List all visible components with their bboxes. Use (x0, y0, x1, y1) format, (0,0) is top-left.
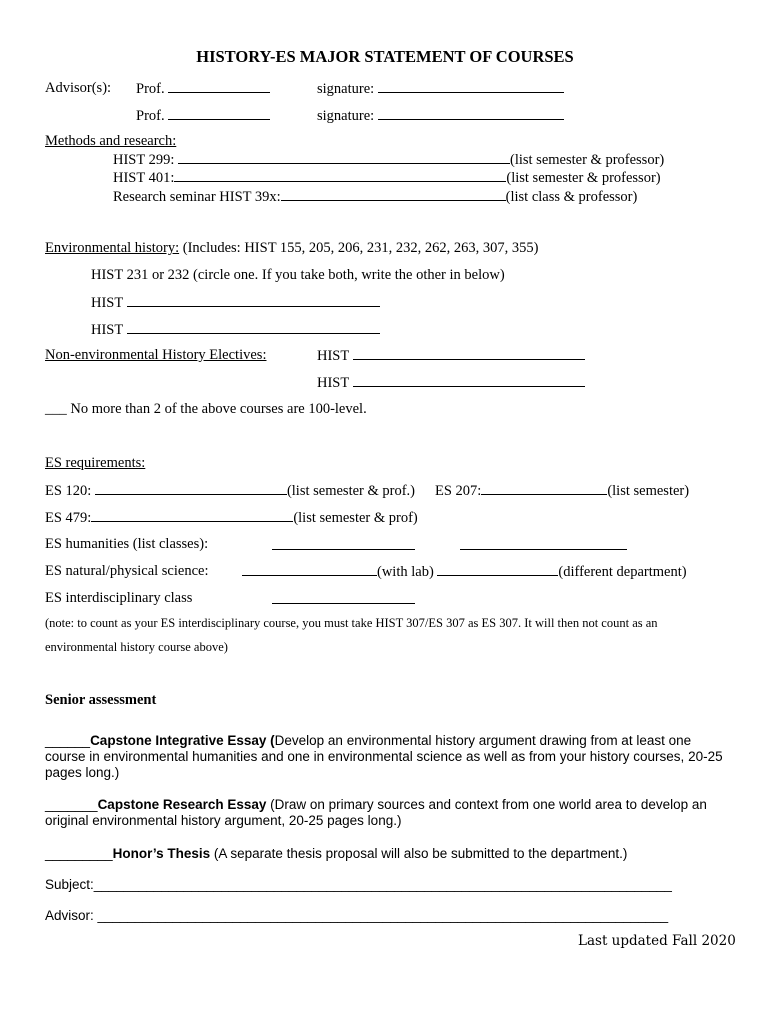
research-essay-blank[interactable]: _______ (45, 797, 98, 812)
non-env-hist-field-2[interactable] (353, 374, 585, 387)
capstone-essay-paragraph (45, 733, 735, 782)
es479-label: ES 479: (45, 510, 92, 526)
level-note: ___ No more than 2 of the above courses are 100-level. (45, 401, 367, 417)
advisor-1-signature-field[interactable] (378, 80, 564, 93)
es207-row (435, 482, 689, 500)
advisor-2-signature-label: signature: (317, 108, 375, 124)
thesis-desc: (A separate thesis proposal will also be submitted to the department.) (210, 846, 628, 861)
env-history-row (45, 240, 539, 257)
research-essay-title: Capstone Research Essay (97, 797, 267, 812)
hist401-field[interactable] (174, 169, 506, 182)
env-history-includes: (Includes: HIST 155, 205, 206, 231, 232, 262, 263, 307, 355) (182, 240, 539, 256)
thesis-blank[interactable]: _________ (45, 846, 113, 861)
es-interdisciplinary-label: ES interdisciplinary class (45, 590, 193, 606)
hist401-note: (list semester & professor) (506, 170, 661, 186)
es120-label: ES 120: (45, 483, 92, 499)
env-history-hist-row-2 (91, 321, 380, 339)
es120-note: (list semester & prof.) (286, 483, 416, 499)
es207-label: ES 207: (435, 483, 482, 499)
env-history-circle-line: HIST 231 or 232 (circle one. If you take both, write the other in below) (91, 267, 505, 283)
research-essay-paragraph (45, 797, 735, 829)
advisor-2-signature-row (317, 107, 564, 125)
advisor-1-prof-label: Prof. (136, 81, 165, 97)
es479-row (45, 509, 418, 527)
es-interdisciplinary-field[interactable] (272, 591, 415, 604)
methods-heading: Methods and research: (45, 133, 177, 149)
es-natural-label: ES natural/physical science: (45, 563, 209, 579)
env-history-hist-label-1: HIST (91, 295, 123, 311)
advisor-2-row (136, 107, 270, 125)
capstone-essay-blank[interactable]: ______ (45, 733, 91, 748)
non-env-hist-field-1[interactable] (353, 347, 585, 360)
es-natural-diff-dept: (different department) (558, 564, 687, 580)
seminar-note: (list class & professor) (505, 189, 638, 205)
hist401-row (113, 169, 661, 187)
thesis-paragraph (45, 846, 735, 862)
advisor-line[interactable]: Advisor: ____________________________________________________________________________ (45, 908, 669, 923)
hist299-row (113, 151, 664, 169)
env-history-heading: Environmental history: (45, 240, 180, 256)
es-note-line-1: (note: to count as your ES interdisciplinary course, you must take HIST 307/ES 307 as ES 307. It will then not count as an (45, 616, 658, 630)
seminar-label: Research seminar HIST 39x: (113, 189, 281, 205)
es-heading: ES requirements: (45, 455, 146, 471)
es120-field[interactable] (95, 482, 287, 495)
env-history-hist-field-2[interactable] (127, 321, 380, 334)
advisor-1-signature-row (317, 80, 564, 98)
last-updated: Last updated Fall 2020 (578, 933, 736, 949)
advisor-2-signature-field[interactable] (378, 107, 564, 120)
es479-field[interactable] (91, 509, 293, 522)
es-natural-dept-field[interactable] (437, 563, 558, 576)
capstone-essay-title: Capstone Integrative Essay ( (90, 733, 275, 748)
research-essay-desc: (Draw on primary sources and context from one world area to develop an original environmental history argument, 20-25 pages long.) (45, 797, 707, 829)
hist299-note: (list semester & professor) (510, 152, 665, 168)
non-env-hist-row-2 (317, 374, 585, 392)
non-env-heading: Non-environmental History Electives: (45, 347, 267, 363)
hist299-label: HIST 299: (113, 152, 175, 168)
capstone-essay-desc: Develop an environmental history argument drawing from at least one course in environmental humanities and one in environmental science as well as from your history courses, 20-25 pages long.) (45, 733, 723, 781)
seminar-field[interactable] (281, 188, 506, 201)
es-natural-with-lab: (with lab) (377, 564, 434, 580)
non-env-hist-label-2: HIST (317, 375, 349, 391)
page-title: HISTORY-ES MAJOR STATEMENT OF COURSES (196, 47, 574, 66)
es207-field[interactable] (481, 482, 607, 495)
es-humanities-field-2[interactable] (460, 537, 627, 550)
advisor-2-prof-label: Prof. (136, 108, 165, 124)
env-history-hist-field-1[interactable] (127, 294, 380, 307)
es207-note: (list semester) (607, 483, 690, 499)
es-humanities-label: ES humanities (list classes): (45, 536, 209, 552)
advisor-1-row (136, 80, 270, 98)
hist401-label: HIST 401: (113, 170, 175, 186)
advisor-2-name-field[interactable] (168, 107, 270, 120)
env-history-hist-label-2: HIST (91, 322, 123, 338)
advisor-1-name-field[interactable] (168, 80, 270, 93)
env-history-hist-row-1 (91, 294, 380, 312)
hist299-field[interactable] (178, 151, 510, 164)
seminar-row (113, 188, 637, 206)
advisors-label: Advisor(s): (45, 80, 112, 96)
non-env-hist-row-1 (317, 347, 585, 365)
advisor-1-signature-label: signature: (317, 81, 375, 97)
es-natural-row (242, 563, 687, 581)
non-env-hist-label-1: HIST (317, 348, 349, 364)
es-humanities-field-1[interactable] (272, 537, 415, 550)
es-note-line-2: environmental history course above) (45, 640, 228, 654)
es120-row (45, 482, 415, 500)
subject-line[interactable]: Subject:_____________________________________________________________________________ (45, 877, 672, 892)
es479-note: (list semester & prof) (293, 510, 418, 526)
thesis-title: Honor’s Thesis (112, 846, 211, 861)
senior-heading: Senior assessment (45, 692, 157, 708)
es-natural-lab-field[interactable] (242, 563, 377, 576)
